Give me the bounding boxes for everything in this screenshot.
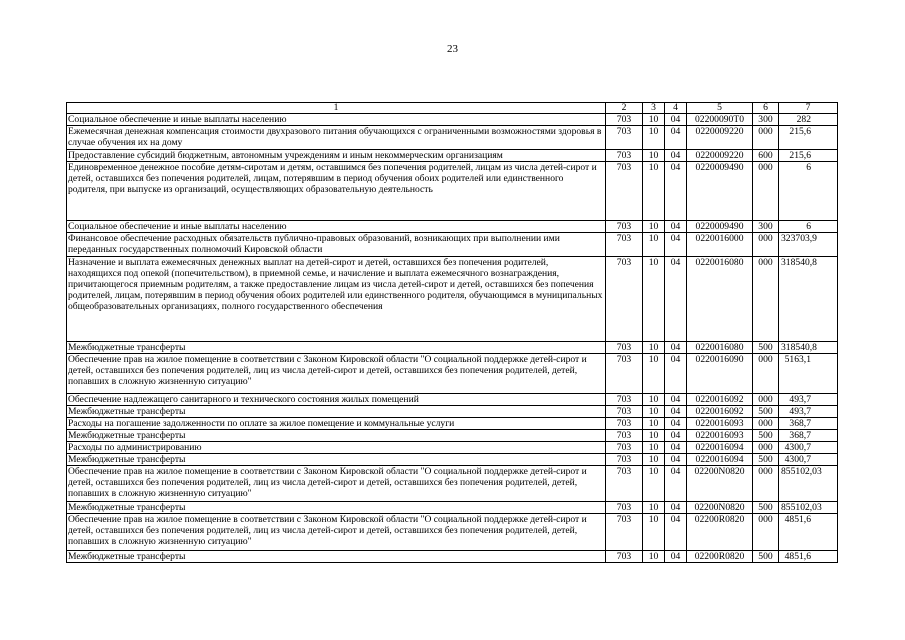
row-col-3: 10 — [643, 114, 665, 126]
row-col-3: 10 — [643, 551, 665, 563]
table-row — [67, 418, 838, 430]
row-col-6: 000 — [753, 257, 779, 342]
row-description: Расходы по администрированию — [67, 442, 606, 454]
row-col-5: 0220016092 — [687, 406, 753, 418]
row-description: Предоставление субсидий бюджетным, автономным учреждениям и иным некоммерческим организациям — [67, 150, 606, 162]
row-col-6: 500 — [753, 454, 779, 466]
row-col-5: 0220009490 — [687, 221, 753, 233]
row-description: Расходы на погашение задолженности по оплате за жилое помещение и коммунальные услуги — [67, 418, 606, 430]
row-col-3: 10 — [643, 233, 665, 257]
row-description: Межбюджетные трансферты — [67, 454, 606, 466]
row-description: Единовременное денежное пособие детям-сиротам и детям, оставшимся без попечения родителей, лицам из числа детей-сирот и детей, оставшихся без попечения родителей, лицам, потерявшим в период обучения обоих родителей или единственного родителя, при выпуске из организаций, осуществляющих образовательную деятельность — [67, 162, 606, 221]
row-description: Социальное обеспечение и иные выплаты населению — [67, 114, 606, 126]
table-row — [67, 514, 838, 551]
row-col-3: 10 — [643, 454, 665, 466]
table-row — [67, 442, 838, 454]
row-col-2: 703 — [606, 354, 643, 394]
table-row — [67, 221, 838, 233]
row-col-4: 04 — [665, 394, 687, 406]
row-col-2: 703 — [606, 126, 643, 150]
row-col-4: 04 — [665, 126, 687, 150]
row-col-4: 04 — [665, 514, 687, 551]
row-col-3: 10 — [643, 162, 665, 221]
row-col-2: 703 — [606, 257, 643, 342]
row-col-2: 703 — [606, 454, 643, 466]
row-col-4: 04 — [665, 257, 687, 342]
row-description: Межбюджетные трансферты — [67, 342, 606, 354]
row-col-4: 04 — [665, 233, 687, 257]
row-col-6: 000 — [753, 354, 779, 394]
row-description: Межбюджетные трансферты — [67, 430, 606, 442]
row-col-3: 10 — [643, 406, 665, 418]
row-col-2: 703 — [606, 394, 643, 406]
row-col-5: 0220016080 — [687, 257, 753, 342]
row-col-3: 10 — [643, 502, 665, 514]
row-col-4: 04 — [665, 221, 687, 233]
row-col-4: 04 — [665, 551, 687, 563]
row-col-5: 02200N0820 — [687, 502, 753, 514]
row-col-7: 855102,03 — [779, 466, 838, 502]
row-col-2: 703 — [606, 150, 643, 162]
row-col-5: 0220016080 — [687, 342, 753, 354]
table-row — [67, 502, 838, 514]
row-col-5: 0220016093 — [687, 430, 753, 442]
row-col-7: 215,6 — [779, 126, 838, 150]
header-cell: 6 — [753, 103, 779, 114]
row-description: Межбюджетные трансферты — [67, 502, 606, 514]
row-col-4: 04 — [665, 442, 687, 454]
row-description: Межбюджетные трансферты — [67, 406, 606, 418]
header-cell: 3 — [643, 103, 665, 114]
row-col-3: 10 — [643, 514, 665, 551]
row-col-7: 6 — [779, 221, 838, 233]
table-row — [67, 454, 838, 466]
row-col-2: 703 — [606, 430, 643, 442]
row-col-3: 10 — [643, 430, 665, 442]
table-row — [67, 114, 838, 126]
row-col-4: 04 — [665, 406, 687, 418]
row-col-2: 703 — [606, 551, 643, 563]
row-col-2: 703 — [606, 342, 643, 354]
table-row — [67, 406, 838, 418]
row-col-6: 000 — [753, 418, 779, 430]
row-col-6: 300 — [753, 221, 779, 233]
row-col-3: 10 — [643, 126, 665, 150]
row-col-4: 04 — [665, 430, 687, 442]
header-cell: 7 — [779, 103, 838, 114]
header-cell: 1 — [67, 103, 606, 114]
table-row — [67, 150, 838, 162]
row-col-3: 10 — [643, 257, 665, 342]
row-col-2: 703 — [606, 466, 643, 502]
row-col-5: 0220016093 — [687, 418, 753, 430]
row-col-6: 600 — [753, 150, 779, 162]
row-col-3: 10 — [643, 150, 665, 162]
row-col-4: 04 — [665, 466, 687, 502]
row-col-5: 0220016092 — [687, 394, 753, 406]
row-col-4: 04 — [665, 162, 687, 221]
row-description: Финансовое обеспечение расходных обязательств публично-правовых образований, возникающих при выполнении ими переданных государственных полномочий Кировской области — [67, 233, 606, 257]
row-col-2: 703 — [606, 442, 643, 454]
row-col-6: 000 — [753, 466, 779, 502]
row-col-6: 000 — [753, 126, 779, 150]
row-col-3: 10 — [643, 221, 665, 233]
row-col-4: 04 — [665, 354, 687, 394]
row-col-6: 000 — [753, 233, 779, 257]
header-cell: 5 — [687, 103, 753, 114]
row-col-7: 4851,6 — [779, 514, 838, 551]
row-col-5: 0220016094 — [687, 442, 753, 454]
row-description: Социальное обеспечение и иные выплаты населению — [67, 221, 606, 233]
row-col-5: 0220016090 — [687, 354, 753, 394]
row-col-6: 500 — [753, 342, 779, 354]
row-col-2: 703 — [606, 514, 643, 551]
row-col-7: 493,7 — [779, 406, 838, 418]
row-col-2: 703 — [606, 418, 643, 430]
table-row — [67, 430, 838, 442]
row-col-6: 500 — [753, 406, 779, 418]
row-col-3: 10 — [643, 442, 665, 454]
row-col-4: 04 — [665, 114, 687, 126]
row-col-3: 10 — [643, 354, 665, 394]
budget-table — [66, 102, 838, 563]
row-col-7: 318540,8 — [779, 342, 838, 354]
row-col-7: 4851,6 — [779, 551, 838, 563]
row-col-6: 500 — [753, 551, 779, 563]
table-row — [67, 126, 838, 150]
row-col-3: 10 — [643, 418, 665, 430]
row-col-5: 0220009490 — [687, 162, 753, 221]
row-col-6: 000 — [753, 442, 779, 454]
row-col-5: 0220016000 — [687, 233, 753, 257]
row-col-3: 10 — [643, 466, 665, 502]
row-col-7: 368,7 — [779, 430, 838, 442]
row-col-3: 10 — [643, 342, 665, 354]
row-col-6: 000 — [753, 514, 779, 551]
row-description: Ежемесячная денежная компенсация стоимости двухразового питания обучающихся с ограниченными возможностями здоровья в случае обучения их на дому — [67, 126, 606, 150]
row-col-5: 0220009220 — [687, 150, 753, 162]
row-description: Обеспечение прав на жилое помещение в соответствии с Законом Кировской области "О социальной поддержке детей-сирот и детей, оставшихся без попечения родителей, лиц из числа детей-сирот и детей, оставшихся без попечения родителей, детей, попавших в сложную жизненную ситуацию" — [67, 514, 606, 551]
table-header-row — [67, 103, 838, 114]
header-cell: 4 — [665, 103, 687, 114]
row-col-7: 4300,7 — [779, 442, 838, 454]
table-row — [67, 342, 838, 354]
table-row — [67, 551, 838, 563]
row-col-2: 703 — [606, 406, 643, 418]
row-col-4: 04 — [665, 502, 687, 514]
row-col-7: 855102,03 — [779, 502, 838, 514]
row-col-2: 703 — [606, 114, 643, 126]
table-row — [67, 233, 838, 257]
row-col-6: 000 — [753, 162, 779, 221]
row-col-5: 0220016094 — [687, 454, 753, 466]
row-description: Межбюджетные трансферты — [67, 551, 606, 563]
row-col-6: 300 — [753, 114, 779, 126]
row-col-4: 04 — [665, 418, 687, 430]
row-col-7: 318540,8 — [779, 257, 838, 342]
row-col-6: 500 — [753, 502, 779, 514]
row-col-7: 215,6 — [779, 150, 838, 162]
row-col-7: 5163,1 — [779, 354, 838, 394]
table-row — [67, 354, 838, 394]
row-description: Обеспечение надлежащего санитарного и технического состояния жилых помещений — [67, 394, 606, 406]
header-cell: 2 — [606, 103, 643, 114]
row-col-2: 703 — [606, 162, 643, 221]
row-col-7: 493,7 — [779, 394, 838, 406]
row-col-6: 500 — [753, 430, 779, 442]
row-col-3: 10 — [643, 394, 665, 406]
row-col-5: 02200R0820 — [687, 514, 753, 551]
row-col-5: 02200R0820 — [687, 551, 753, 563]
table-row — [67, 257, 838, 342]
table-row — [67, 162, 838, 221]
row-col-7: 282 — [779, 114, 838, 126]
row-description: Обеспечение прав на жилое помещение в соответствии с Законом Кировской области "О социальной поддержке детей-сирот и детей, оставшихся без попечения родителей, лиц из числа детей-сирот и детей, оставшихся без попечения родителей, детей, попавших в сложную жизненную ситуацию" — [67, 466, 606, 502]
row-col-2: 703 — [606, 221, 643, 233]
row-col-4: 04 — [665, 342, 687, 354]
row-col-4: 04 — [665, 454, 687, 466]
page-number: 23 — [447, 43, 458, 55]
row-col-7: 4300,7 — [779, 454, 838, 466]
row-col-7: 323703,9 — [779, 233, 838, 257]
row-col-2: 703 — [606, 233, 643, 257]
table-row — [67, 394, 838, 406]
table-row — [67, 466, 838, 502]
row-description: Назначение и выплата ежемесячных денежных выплат на детей-сирот и детей, оставшихся без попечения родителей, находящихся под опекой (попечительством), в приемной семье, и начисление и выплата ежемесячного вознаграждения, причитающегося приемным родителям, а также предоставление лицам из числа детей-сирот и детей, оставшихся без попечения родителей, лицам, потерявшим в период обучения обоих родителей или единственного родителя, обучающимся в муниципальных общеобразовательных организациях, полного государственного обеспечения — [67, 257, 606, 342]
row-col-4: 04 — [665, 150, 687, 162]
row-col-5: 02200090Т0 — [687, 114, 753, 126]
row-col-5: 02200N0820 — [687, 466, 753, 502]
row-col-6: 000 — [753, 394, 779, 406]
row-description: Обеспечение прав на жилое помещение в соответствии с Законом Кировской области "О социальной поддержке детей-сирот и детей, оставшихся без попечения родителей, лиц из числа детей-сирот и детей, оставшихся без попечения родителей, детей, попавших в сложную жизненную ситуацию" — [67, 354, 606, 394]
row-col-7: 6 — [779, 162, 838, 221]
row-col-5: 0220009220 — [687, 126, 753, 150]
row-col-2: 703 — [606, 502, 643, 514]
row-col-7: 368,7 — [779, 418, 838, 430]
